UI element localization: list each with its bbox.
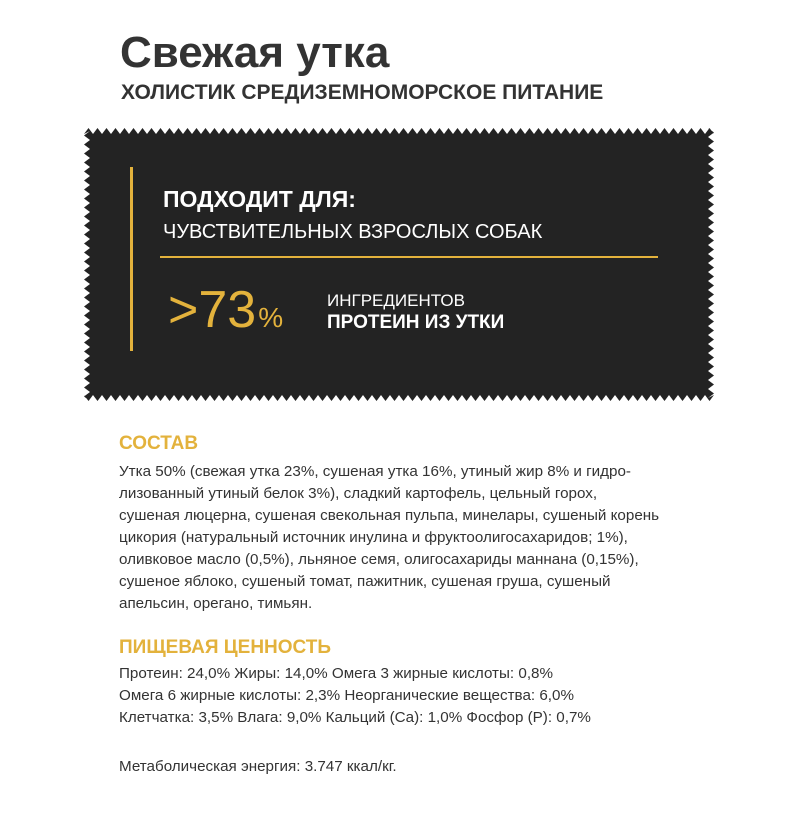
composition-text: [119, 461, 739, 615]
protein-percent: [168, 280, 283, 353]
composition-line: цикория (натуральный источник инулина и фруктоолигосахаридов; 1%),: [119, 529, 628, 546]
composition-line: лизованный утиный белок 3%), сладкий картофель, цельный горох,: [119, 485, 598, 502]
composition-line: сушеная люцерна, сушеная свекольная пульпа, минелары, сушеный корень: [119, 507, 660, 524]
composition-line: Утка 50% (свежая утка 23%, сушеная утка 16%, утиный жир 8% и гидро-: [119, 463, 631, 480]
composition-line: апельсин, орегано, тимьян.: [119, 595, 313, 612]
protein-percent-number: >73: [168, 281, 257, 339]
protein-percent-caption-2: ПРОТЕИН ИЗ УТКИ: [327, 312, 505, 333]
metabolic-energy: Метаболическая энергия: 3.747 ккал/кг.: [119, 758, 397, 775]
nutrition-heading: ПИЩЕВАЯ ЦЕННОСТЬ: [119, 637, 332, 658]
nutrition-line: Омега 6 жирные кислоты: 2,3% Неорганические вещества: 6,0%: [119, 687, 574, 704]
info-banner: [84, 128, 714, 401]
composition-heading: СОСТАВ: [119, 433, 199, 454]
protein-percent-caption-1: ИНГРЕДИЕНТОВ: [327, 291, 465, 310]
banner-accent-horizontal-line: [160, 256, 658, 258]
banner-accent-vertical-line: [130, 167, 133, 351]
banner-background: [84, 128, 714, 401]
nutrition-text: [119, 663, 591, 729]
suits-label: ПОДХОДИТ ДЛЯ:: [163, 186, 356, 212]
product-subtitle: ХОЛИСТИК СРЕДИЗЕМНОМОРСКОЕ ПИТАНИЕ: [121, 81, 604, 104]
composition-line: сушеное яблоко, сушеный томат, пажитник, сушеная груша, сушеный: [119, 573, 611, 590]
suits-value: ЧУВСТВИТЕЛЬНЫХ ВЗРОСЛЫХ СОБАК: [163, 221, 543, 243]
product-title: Свежая утка: [120, 28, 390, 77]
nutrition-line: Клетчатка: 3,5% Влага: 9,0% Кальций (Ca): 1,0% Фосфор (P): 0,7%: [119, 709, 591, 726]
protein-percent-sign: %: [258, 302, 284, 333]
composition-line: оливковое масло (0,5%), льняное семя, олигосахариды маннана (0,15%),: [119, 551, 639, 568]
nutrition-line: Протеин: 24,0% Жиры: 14,0% Омега 3 жирные кислоты: 0,8%: [119, 665, 553, 682]
